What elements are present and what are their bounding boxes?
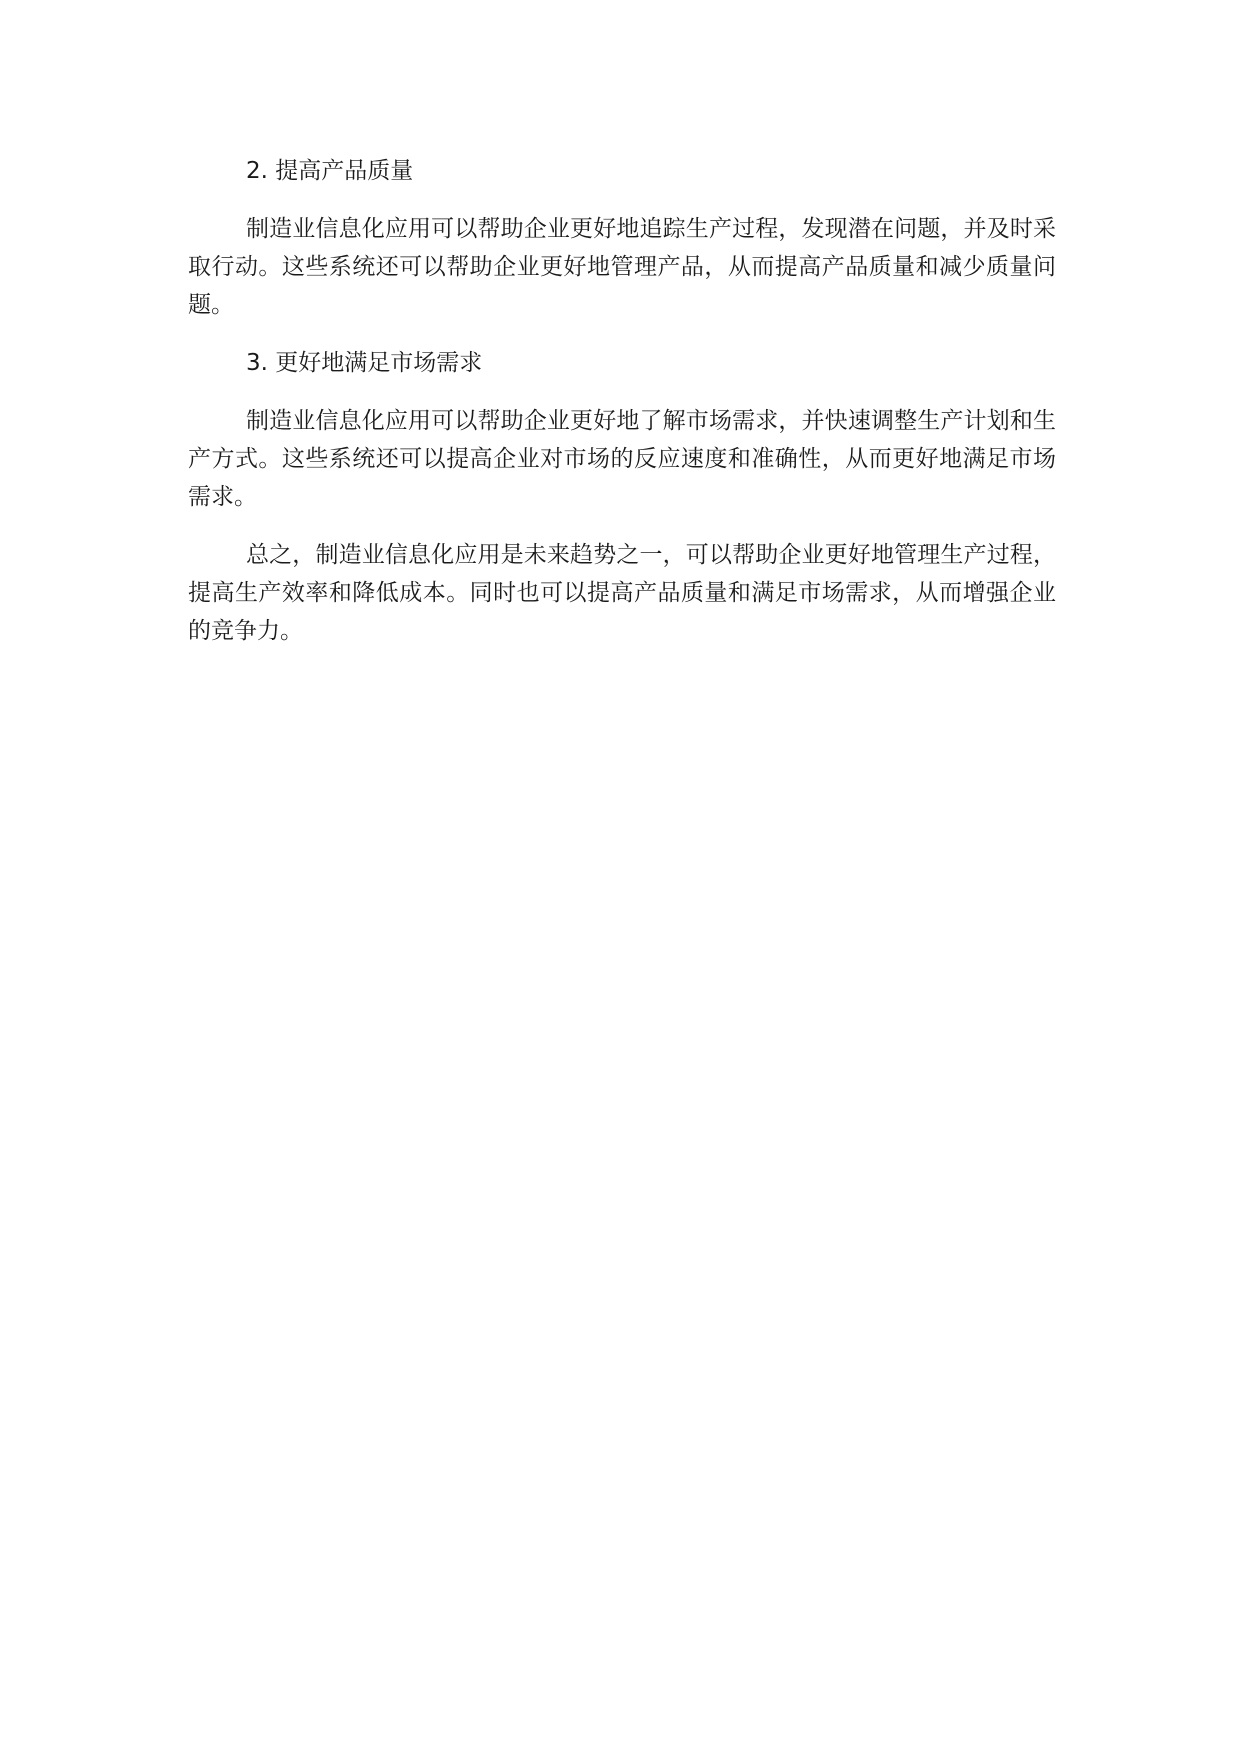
document-body [188, 152, 1056, 670]
section-paragraph-product-quality: 制造业信息化应用可以帮助企业更好地追踪生产过程，发现潜在问题，并及时采取行动。这些系统还可以帮助企业更好地管理产品，从而提高产品质量和减少质量问题。 [188, 216, 1056, 318]
section-heading-market-demand: 3. 更好地满足市场需求 [246, 350, 483, 376]
section-paragraph-market-demand: 制造业信息化应用可以帮助企业更好地了解市场需求，并快速调整生产计划和生产方式。这些系统还可以提高企业对市场的反应速度和准确性，从而更好地满足市场需求。 [188, 408, 1056, 510]
conclusion-paragraph: 总之，制造业信息化应用是未来趋势之一，可以帮助企业更好地管理生产过程，提高生产效率和降低成本。同时也可以提高产品质量和满足市场需求，从而增强企业的竞争力。 [188, 542, 1056, 644]
section-heading-product-quality: 2. 提高产品质量 [246, 158, 414, 184]
